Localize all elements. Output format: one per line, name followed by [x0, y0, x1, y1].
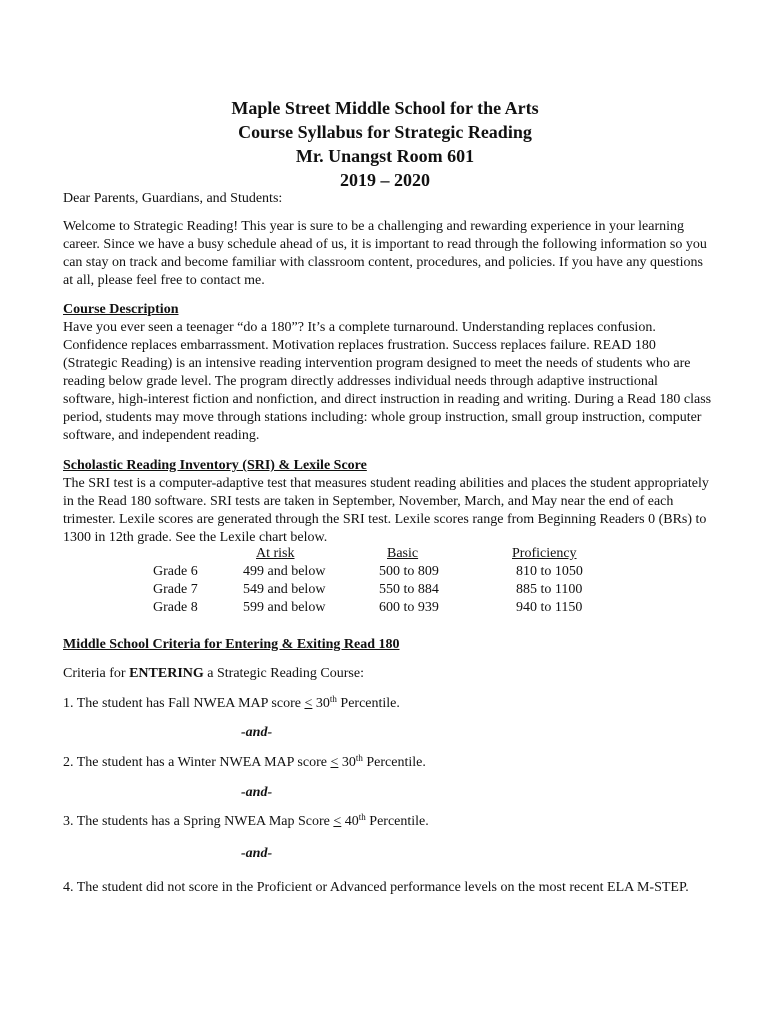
lexile-grade: Grade 8: [153, 600, 198, 615]
welcome-paragraph: Welcome to Strategic Reading! This year is sure to be a challenging and rewarding experience in your learning career. Since we have a busy schedule ahead of us, it is important to read through the following information so you can stay on track and become familiar with classroom content, procedures, and policies. If you have any questions at all, please feel free to contact me.: [63, 219, 707, 288]
item-number: 30: [338, 755, 356, 770]
lexile-header-proficiency: Proficiency: [512, 546, 577, 561]
item-text-end: Percentile.: [336, 696, 400, 711]
school-year: 2019 – 2020: [340, 170, 430, 190]
criteria-item-3: [63, 813, 713, 831]
lexile-header-at-risk: At risk: [256, 546, 295, 561]
criteria-intro-entering: ENTERING: [129, 666, 204, 681]
greeting: Dear Parents, Guardians, and Students:: [63, 191, 283, 206]
item-text: 2. The student has a Winter NWEA MAP score: [63, 755, 331, 770]
school-name: Maple Street Middle School for the Arts: [231, 98, 539, 118]
criteria-item-1: [63, 695, 713, 713]
less-or-equal-symbol: <: [333, 814, 342, 829]
ordinal-suffix: th: [355, 753, 363, 763]
lexile-proficiency: 940 to 1150: [516, 600, 583, 615]
item-number: 40: [341, 814, 359, 829]
and-separator: -and-: [241, 785, 273, 800]
lexile-at-risk: 499 and below: [243, 564, 326, 579]
item-number: 30: [312, 696, 330, 711]
course-description-body: Have you ever seen a teenager “do a 180”? It’s a complete turnaround. Understanding replaces confusion. Confidence replaces embarrassment. Motivation replaces frustration. Success replaces failure. READ 180 (Strategic Reading) is an intensive reading intervention program designed to meet the needs of students who are reading below grade level. The program directly addresses individual needs through adaptive instructional software, high-interest fiction and nonfiction, and direct instruction in reading and writing. During a Read 180 class period, students may move through stations including: whole group instruction, small group instruction, computer software, and independent reading.: [63, 320, 712, 443]
lexile-row: [63, 581, 713, 599]
lexile-grade: Grade 6: [153, 564, 198, 579]
sri-body: The SRI test is a computer-adaptive test that measures student reading abilities and places the student appropriately in the Read 180 software. SRI tests are taken in September, November, March, and May near the end of each trimester. Lexile scores are generated through the SRI test. Lexile scores range from Beginning Readers 0 (BRs) to 1300 in 12th grade. See the Lexile chart below.: [63, 476, 709, 545]
criteria-intro-post: a Strategic Reading Course:: [203, 666, 364, 681]
criteria-intro: [63, 665, 713, 683]
lexile-basic: 600 to 939: [379, 600, 439, 615]
lexile-at-risk: 599 and below: [243, 600, 326, 615]
lexile-row: [63, 563, 713, 581]
less-or-equal-symbol: <: [330, 755, 339, 770]
lexile-at-risk: 549 and below: [243, 582, 326, 597]
lexile-basic: 550 to 884: [379, 582, 439, 597]
and-separator: -and-: [241, 725, 273, 740]
criteria-intro-pre: Criteria for: [63, 666, 130, 681]
sri-heading: Scholastic Reading Inventory (SRI) & Lexile Score: [63, 458, 367, 473]
course-title: Course Syllabus for Strategic Reading: [238, 122, 532, 142]
lexile-grade: Grade 7: [153, 582, 198, 597]
item-text: 3. The students has a Spring NWEA Map Score: [63, 814, 334, 829]
criteria-item-2: [63, 754, 713, 772]
lexile-header-basic: Basic: [387, 546, 419, 561]
ordinal-suffix: th: [358, 812, 366, 822]
criteria-item-4: 4. The student did not score in the Proficient or Advanced performance levels on the most recent ELA M-STEP.: [63, 880, 689, 895]
and-separator: -and-: [241, 846, 273, 861]
less-or-equal-symbol: <: [304, 696, 313, 711]
lexile-proficiency: 885 to 1100: [516, 582, 583, 597]
lexile-basic: 500 to 809: [379, 564, 439, 579]
ordinal-suffix: th: [329, 694, 337, 704]
item-text-end: Percentile.: [365, 814, 429, 829]
teacher-room: Mr. Unangst Room 601: [295, 146, 475, 166]
course-description-heading: Course Description: [63, 302, 179, 317]
criteria-heading: Middle School Criteria for Entering & Exiting Read 180: [63, 637, 400, 652]
lexile-row: [63, 599, 713, 617]
lexile-proficiency: 810 to 1050: [516, 564, 583, 579]
lexile-header-row: [63, 545, 713, 563]
item-text: 1. The student has Fall NWEA MAP score: [63, 696, 305, 711]
item-text-end: Percentile.: [362, 755, 426, 770]
document-title-block: [63, 96, 707, 192]
